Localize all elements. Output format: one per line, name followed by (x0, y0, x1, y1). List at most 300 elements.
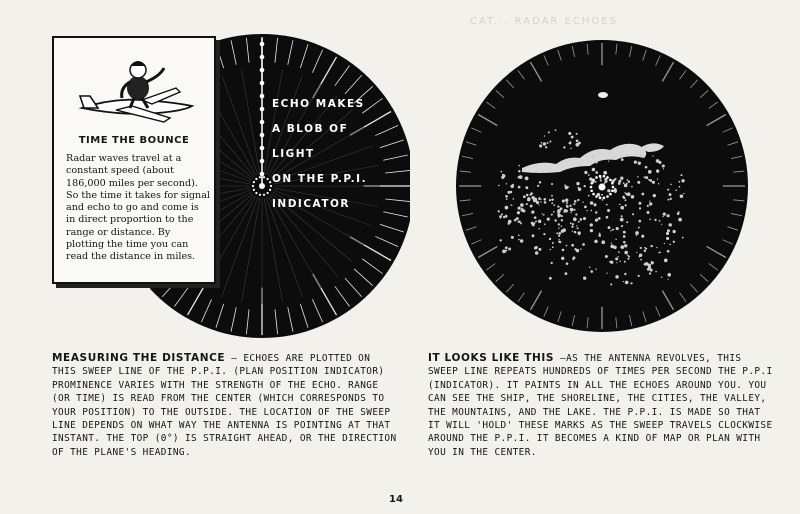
echo-speck (543, 214, 545, 216)
echo-speck (511, 205, 512, 206)
echo-speck (541, 142, 542, 143)
echo-speck (662, 164, 665, 167)
echo-speck (552, 242, 554, 244)
echo-speck (592, 168, 596, 172)
echo-speck (507, 191, 510, 194)
echo-speck (645, 166, 648, 169)
echo-speck (667, 189, 669, 191)
echo-speck (650, 269, 653, 272)
echo-speck (582, 202, 583, 203)
echo-speck (595, 181, 597, 183)
echo-speck (505, 246, 508, 249)
echo-speck (558, 228, 559, 229)
echo-speck (562, 199, 565, 202)
echo-speck (604, 180, 607, 183)
echo-speck (578, 187, 580, 189)
echo-speck (666, 232, 669, 235)
sweep-dot (260, 107, 265, 112)
echo-speck (638, 227, 640, 229)
echo-speck (526, 194, 529, 197)
echo-speck (634, 161, 637, 164)
echo-speck (549, 277, 552, 280)
echo-speck (658, 183, 659, 184)
ring-dot (590, 182, 593, 185)
echo-speck (505, 195, 508, 198)
ship-echo (598, 92, 608, 98)
echo-speck (558, 235, 560, 237)
echo-speck (623, 231, 626, 234)
echo-speck (500, 217, 502, 219)
echo-speck (680, 174, 682, 176)
ring-dot (609, 193, 612, 196)
echo-speck (526, 203, 528, 205)
echo-speck (549, 199, 551, 201)
echo-speck (527, 197, 530, 200)
echo-speck (576, 225, 577, 226)
ring-dot (612, 186, 615, 189)
echo-speck (573, 203, 575, 205)
echo-speck (538, 248, 541, 251)
echo-speck (601, 194, 603, 196)
echo-speck (644, 247, 646, 249)
ring-dot (611, 182, 614, 185)
echo-speck (502, 174, 505, 177)
echo-speck (641, 235, 644, 238)
echo-speck (505, 250, 507, 252)
ring-dot (255, 178, 257, 180)
echo-speck (576, 182, 579, 185)
echo-speck (542, 213, 543, 214)
echo-speck (656, 169, 659, 172)
echo-speck (657, 178, 658, 179)
echo-speck (565, 272, 568, 275)
echo-speck (613, 179, 616, 182)
echo-speck (631, 195, 635, 199)
ring-dot (606, 195, 609, 198)
ring-dot (603, 175, 606, 178)
echo-speck (548, 131, 550, 133)
echo-speck (623, 241, 626, 244)
echo-speck (638, 220, 641, 223)
echo-speck (624, 192, 626, 194)
echo-speck (667, 250, 670, 253)
echo-speck (601, 240, 605, 244)
echo-speck (571, 212, 572, 213)
echo-speck (616, 262, 617, 263)
echo-speck (551, 195, 553, 197)
echo-speck (550, 249, 551, 250)
echo-speck (641, 193, 644, 196)
echo-speck (590, 161, 592, 163)
echo-speck (677, 213, 680, 216)
echo-speck (620, 206, 624, 210)
echo-speck (664, 243, 665, 244)
echo-speck (639, 256, 640, 257)
echo-speck (576, 140, 579, 143)
ring-dot (253, 189, 255, 191)
echo-label-line: INDICATOR (272, 198, 351, 210)
echo-speck (519, 175, 523, 179)
echo-speck (637, 176, 638, 177)
echo-speck (649, 272, 651, 274)
echo-speck (544, 223, 546, 225)
echo-speck (656, 159, 660, 163)
echo-speck (609, 261, 611, 263)
echo-speck (558, 216, 560, 218)
echo-speck (580, 218, 583, 221)
echo-speck (540, 201, 542, 203)
echo-speck (652, 181, 655, 184)
echo-speck (571, 226, 573, 228)
echo-speck (631, 186, 633, 188)
left-scope-center (259, 183, 265, 189)
echo-speck (649, 179, 652, 182)
echo-speck (666, 214, 669, 217)
echo-speck (508, 223, 510, 225)
echo-speck (648, 179, 650, 181)
echo-speck (517, 206, 520, 209)
echo-speck (549, 140, 551, 142)
sweep-dot (260, 94, 265, 99)
echo-speck (625, 281, 629, 285)
ring-dot (267, 178, 269, 180)
echo-speck (594, 240, 598, 244)
echo-speck (589, 177, 592, 180)
echo-speck (561, 257, 564, 260)
echo-speck (583, 277, 586, 280)
echo-speck (538, 220, 541, 223)
echo-speck (547, 142, 549, 144)
echo-speck (520, 222, 522, 224)
echo-speck (604, 182, 606, 184)
echo-speck (666, 237, 669, 240)
echo-speck (498, 185, 500, 187)
echo-speck (655, 271, 656, 272)
echo-speck (559, 239, 560, 240)
echo-speck (511, 236, 514, 239)
looks-like-this-text: –AS THE ANTENNA REVOLVES, THIS SWEEP LINE REPEATS HUNDREDS OF TIMES PER SECOND THE P.P.I (INDICATOR). IT PAINTS IN ALL THE ECHOES AROUND YOU. YOU CAN SEE THE SHIP, THE SHORELINE, THE CITIES, THE VALLEY, THE MOUNTAINS, AND THE LAKE. THE P.P.I. IS MADE SO THAT IT WILL 'HOLD' THESE MARKS AS THE SWEEP TRAVELS CLOCKWISE AROUND THE P.P.I. IT BECOMES A KIND OF MAP OR PLAN WITH YOU IN THE CENTER. (428, 353, 773, 458)
echo-speck (623, 281, 624, 282)
echo-speck (520, 239, 523, 242)
echo-speck (566, 202, 568, 204)
echo-speck (607, 209, 610, 212)
ring-dot (606, 176, 609, 179)
ring-dot (603, 197, 606, 200)
echo-speck (661, 224, 662, 225)
echo-speck (638, 162, 641, 165)
echo-speck (681, 179, 684, 182)
echo-speck (531, 196, 535, 200)
echo-speck (682, 237, 684, 239)
echo-label (272, 92, 392, 217)
echo-speck (568, 186, 569, 187)
echo-speck (635, 231, 639, 235)
echo-speck (647, 268, 650, 271)
echo-speck (558, 223, 560, 225)
echo-speck (595, 171, 598, 174)
echo-speck (621, 158, 624, 161)
sweep-dot (260, 172, 265, 177)
ring-dot (599, 175, 602, 178)
echo-speck (648, 264, 651, 267)
echo-speck (551, 183, 553, 185)
echo-speck (562, 249, 565, 252)
echo-speck (518, 235, 520, 237)
sweep-dot (260, 81, 265, 86)
echo-speck (598, 217, 601, 220)
echo-speck (663, 212, 666, 215)
echo-speck (574, 248, 576, 250)
echo-speck (673, 230, 676, 233)
echo-speck (624, 184, 628, 188)
echo-speck (564, 209, 567, 212)
echo-speck (636, 252, 637, 253)
echo-label-line: A BLOB OF LIGHT (272, 123, 349, 160)
echo-speck (538, 204, 539, 205)
echo-speck (544, 135, 545, 136)
echo-speck (535, 251, 539, 255)
echo-speck (535, 220, 537, 222)
ring-dot (592, 179, 595, 182)
echo-speck (577, 199, 579, 201)
ring-dot (590, 189, 593, 192)
sweep-dot (260, 146, 265, 151)
callout-title: TIME THE BOUNCE (78, 135, 190, 146)
echo-speck (613, 156, 615, 158)
echo-speck (602, 199, 604, 201)
measuring-distance-heading: MEASURING THE DISTANCE (52, 352, 226, 364)
echo-speck (566, 205, 569, 208)
echo-speck (571, 136, 574, 139)
echo-speck (523, 168, 525, 170)
echo-speck (620, 177, 623, 180)
echo-speck (675, 189, 677, 191)
ring-dot (252, 185, 254, 187)
echo-speck (590, 223, 593, 226)
echo-speck (621, 225, 623, 227)
sweep-dot (260, 68, 265, 73)
echo-speck (625, 154, 627, 156)
callout-body: Radar waves travel at a constant speed (about 186,000 miles per second). So the time it takes for signal and echo to go and come is in direct proportion to the range or distance. By plotting the time you can read the distance in miles. (66, 153, 210, 263)
echo-speck (659, 251, 661, 253)
echo-label-line: ON THE P.P.I. (272, 173, 368, 185)
echo-speck (627, 258, 629, 260)
echo-speck (605, 255, 608, 258)
echo-speck (574, 231, 577, 234)
echo-speck (595, 218, 598, 221)
echo-speck (626, 221, 628, 223)
echo-speck (498, 210, 500, 212)
right-scope-center (599, 184, 606, 191)
echo-speck (582, 243, 585, 246)
echo-speck (606, 272, 607, 273)
ring-dot (595, 176, 598, 179)
echo-speck (668, 279, 669, 280)
echo-speck (553, 211, 555, 213)
looks-like-this-heading: IT LOOKS LIKE THIS (428, 352, 555, 364)
echo-speck (580, 249, 581, 250)
echo-speck (501, 171, 503, 173)
echo-speck (595, 161, 598, 164)
echo-speck (595, 269, 596, 270)
echo-speck (612, 229, 614, 231)
echo-speck (619, 204, 620, 205)
echo-speck (540, 199, 542, 201)
echo-speck (611, 243, 612, 244)
echo-speck (621, 215, 623, 217)
echo-speck (575, 143, 579, 147)
echo-speck (556, 232, 558, 234)
echo-speck (670, 184, 672, 186)
echo-speck (623, 235, 626, 238)
echo-speck (592, 155, 595, 158)
echo-speck (561, 226, 562, 227)
echo-speck (551, 214, 553, 216)
echo-speck (538, 198, 540, 200)
echo-speck (669, 193, 672, 196)
echo-speck (510, 185, 513, 188)
echo-speck (532, 234, 535, 237)
echo-speck (647, 205, 649, 207)
ring-dot (253, 181, 255, 183)
echo-speck (561, 215, 563, 217)
echo-speck (549, 238, 551, 240)
echo-speck (505, 215, 508, 218)
ring-dot (259, 176, 261, 178)
echo-speck (673, 241, 675, 243)
echo-speck (659, 220, 661, 222)
echo-speck (530, 205, 533, 208)
echo-speck (667, 199, 669, 201)
echo-speck (570, 208, 574, 212)
echo-speck (566, 245, 568, 247)
echo-speck (679, 186, 681, 188)
echo-speck (570, 141, 572, 143)
echo-speck (593, 203, 596, 206)
echo-speck (630, 282, 632, 284)
echo-speck (624, 244, 627, 247)
echo-speck (639, 154, 643, 158)
echo-speck (652, 155, 653, 156)
echo-speck (543, 198, 546, 201)
echo-speck (508, 247, 511, 250)
echo-speck (557, 205, 559, 207)
echo-speck (669, 244, 670, 245)
echo-speck (558, 232, 561, 235)
echo-speck (606, 204, 608, 206)
ring-dot (599, 197, 602, 200)
echo-speck (499, 239, 501, 241)
ring-dot (611, 189, 614, 192)
echo-speck (583, 217, 586, 220)
looks-like-this-paragraph (428, 352, 773, 459)
echo-speck (568, 132, 571, 135)
echo-speck (571, 244, 574, 247)
echo-speck (518, 186, 521, 189)
echo-speck (588, 174, 590, 176)
page-number: 14 (389, 494, 403, 505)
echo-speck (569, 205, 571, 207)
echo-speck (513, 198, 515, 200)
echo-speck (632, 213, 634, 215)
echo-speck (600, 179, 602, 181)
echo-speck (530, 192, 533, 195)
echo-speck (618, 251, 620, 253)
echo-speck (565, 199, 568, 202)
sweep-dot (260, 133, 265, 138)
echo-speck (551, 262, 553, 264)
echo-speck (570, 222, 572, 224)
echo-speck (506, 183, 507, 184)
echo-speck (570, 148, 571, 149)
echo-speck (586, 210, 587, 211)
echo-speck (624, 251, 628, 255)
echo-speck (640, 247, 642, 249)
echo-speck (518, 170, 520, 172)
echo-speck (520, 203, 524, 207)
echo-speck (620, 246, 622, 248)
ring-dot (269, 189, 271, 191)
echo-speck (615, 239, 616, 240)
echo-speck (574, 209, 576, 211)
echo-speck (547, 218, 550, 221)
echo-speck (624, 273, 626, 275)
echo-speck (554, 219, 556, 221)
echo-speck (618, 256, 619, 257)
ring-dot (595, 195, 598, 198)
echo-speck (598, 234, 601, 237)
echo-speck (575, 213, 577, 215)
echo-speck (564, 184, 566, 186)
echo-speck (649, 218, 651, 220)
echo-speck (649, 201, 650, 202)
echo-speck (552, 246, 554, 248)
ring-dot (267, 192, 269, 194)
echo-speck (543, 142, 546, 145)
echo-speck (560, 207, 563, 210)
echo-speck (565, 186, 569, 190)
echo-speck (663, 168, 664, 169)
echo-speck (627, 192, 631, 196)
echo-speck (650, 245, 652, 247)
echo-speck (627, 179, 629, 181)
echo-speck (590, 270, 593, 273)
echo-speck (683, 193, 684, 194)
echo-speck (678, 218, 682, 222)
echo-speck (563, 146, 565, 148)
ring-dot (263, 176, 265, 178)
echo-speck (584, 185, 586, 187)
echo-speck (620, 218, 624, 222)
ring-dot (269, 181, 271, 183)
echo-speck (644, 176, 646, 178)
echo-speck (670, 198, 672, 200)
echo-speck (522, 209, 525, 212)
echo-speck (551, 202, 553, 204)
echo-speck (544, 201, 547, 204)
echo-speck (574, 200, 577, 203)
echo-speck (531, 210, 534, 213)
echo-speck (656, 247, 657, 248)
echo-speck (615, 275, 618, 278)
echo-speck (517, 211, 520, 214)
echo-speck (610, 230, 611, 231)
measuring-distance-paragraph (52, 352, 397, 459)
echo-speck (543, 233, 545, 235)
time-the-bounce-callout (52, 36, 216, 284)
echo-speck (590, 229, 593, 232)
echo-speck (624, 199, 626, 201)
